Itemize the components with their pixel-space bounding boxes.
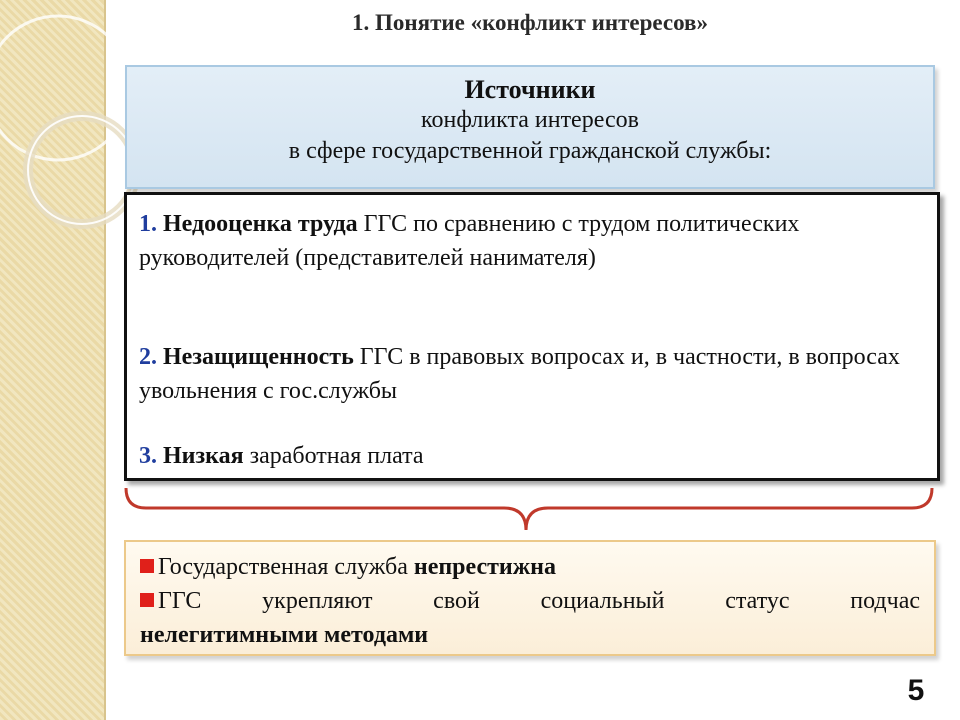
consequence-item [140, 550, 920, 584]
item-keyword: Недооценка труда [163, 211, 358, 237]
sources-header-box [125, 65, 935, 189]
item-number: 1. [139, 211, 157, 237]
red-square-bullet-icon [140, 559, 154, 573]
item-text: ГГС в правовых вопросах и, в частности, в вопросах увольнения с гос.службы [139, 344, 900, 404]
sources-heading: Источники [464, 75, 596, 104]
item-text: заработная плата [243, 443, 424, 469]
item-keyword: Незащищенность [163, 344, 354, 370]
page-number: 5 [907, 674, 925, 707]
sources-list-box [124, 192, 940, 481]
consequence-text: Государственная служба [158, 554, 414, 580]
consequence-text: ГГС укрепляют свой социальный статус подчас [158, 588, 920, 614]
item-number: 3. [139, 443, 157, 469]
sources-subtitle-line1: конфликта интересов [421, 107, 639, 133]
curly-brace-connector [120, 486, 940, 536]
list-item [139, 207, 919, 275]
consequence-keyword: нелегитимными методами [140, 622, 429, 648]
slide-title: 1. Понятие «конфликт интересов» [352, 10, 708, 35]
red-square-bullet-icon [140, 593, 154, 607]
consequences-box [124, 540, 936, 656]
list-item [139, 439, 919, 473]
decorative-circles [0, 0, 140, 260]
consequence-item [140, 584, 920, 618]
list-item [139, 340, 919, 408]
sources-subtitle-line2: в сфере государственной гражданской службы: [288, 138, 772, 164]
consequence-keyword: непрестижна [413, 554, 556, 580]
item-keyword: Низкая [163, 443, 244, 469]
item-number: 2. [139, 344, 157, 370]
item-text: ГГС по сравнению с трудом политических руководителей (представителей нанимателя) [139, 211, 800, 271]
